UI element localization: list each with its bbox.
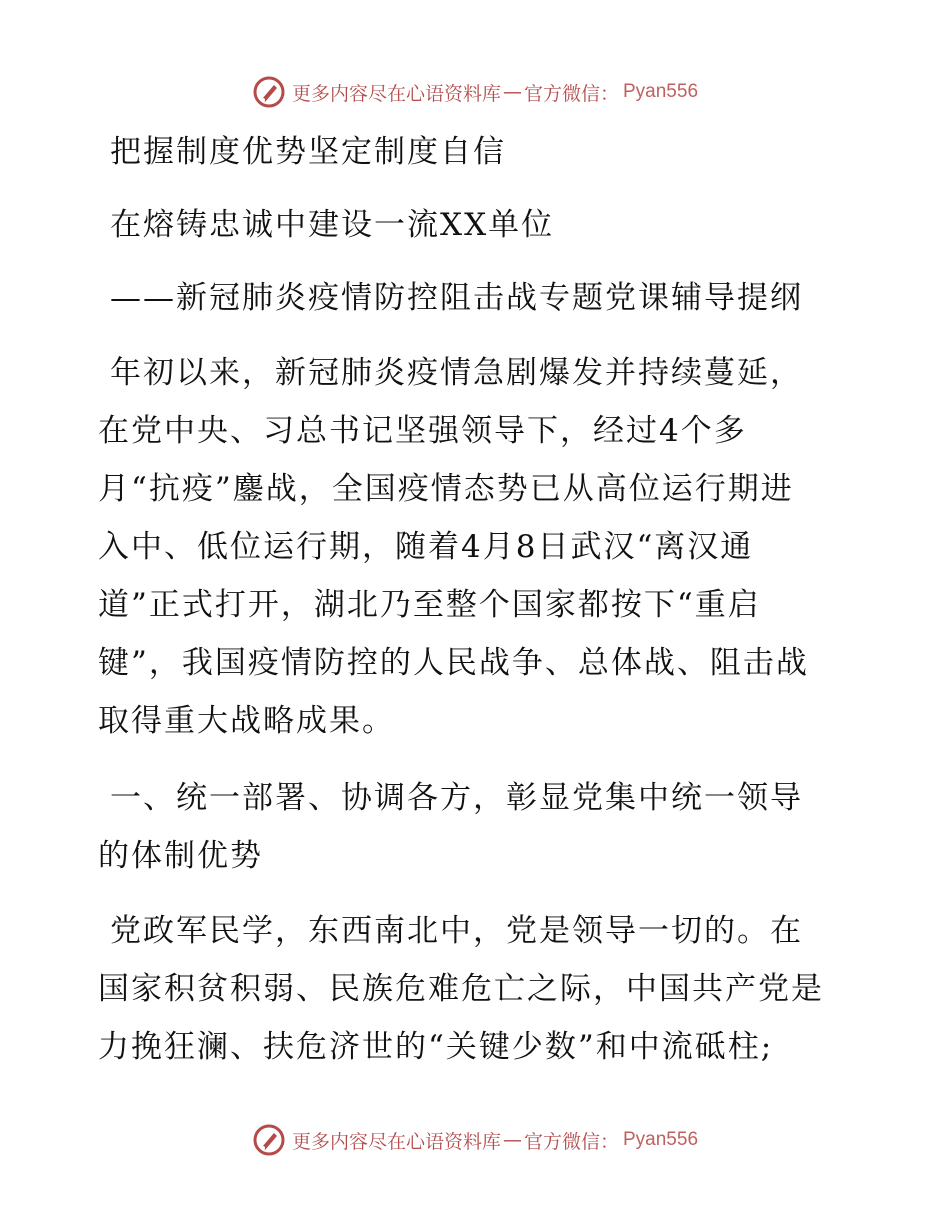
paragraph-line: 力挽狂澜、扶危济世的“关键少数”和中流砥柱; — [98, 1029, 774, 1065]
watermark-site-text: 更多内容尽在心语资料库 — [291, 82, 501, 105]
document-subtitle: 在熔铸忠诚中建设一流XX单位 — [110, 207, 555, 243]
watermark-dash: — — [502, 1129, 522, 1151]
section-heading: 一、统一部署、协调各方，彰显党集中统一领导 — [110, 780, 803, 816]
watermark-wechat-id: Pyan556 — [623, 81, 699, 102]
watermark-wechat-label: 官方微信： — [523, 1130, 619, 1153]
paragraph-line: 入中、低位运行期，随着4月8日武汉“离汉通 — [98, 529, 754, 565]
section-heading: 的体制优势 — [98, 838, 263, 874]
document-title: 把握制度优势坚定制度自信 — [110, 134, 506, 170]
pen-logo-icon — [252, 1123, 286, 1157]
watermark-site-text: 更多内容尽在心语资料库 — [291, 1130, 501, 1153]
watermark-dash: — — [502, 81, 522, 103]
paragraph-line: 年初以来，新冠肺炎疫情急剧爆发并持续蔓延， — [110, 355, 803, 391]
watermark-wechat-id: Pyan556 — [623, 1129, 699, 1150]
paragraph-line: 国家积贫积弱、民族危难危亡之际，中国共产党是 — [98, 971, 824, 1007]
paragraph-line: 在党中央、习总书记坚强领导下，经过4个多 — [98, 413, 747, 449]
document-subheading: ——新冠肺炎疫情防控阻击战专题党课辅导提纲 — [110, 280, 803, 316]
paragraph-line: 月“抗疫”鏖战，全国疫情态势已从高位运行期进 — [98, 471, 794, 507]
paragraph-line: 道”正式打开，湖北乃至整个国家都按下“重启 — [98, 587, 761, 623]
header-watermark — [0, 72, 950, 112]
footer-watermark — [0, 1120, 950, 1160]
watermark-wechat-label: 官方微信： — [523, 82, 619, 105]
paragraph-line: 键”，我国疫情防控的人民战争、总体战、阻击战 — [98, 645, 809, 681]
paragraph-line: 取得重大战略成果。 — [98, 703, 395, 739]
pen-logo-icon — [252, 75, 286, 109]
paragraph-line: 党政军民学，东西南北中，党是领导一切的。在 — [110, 913, 803, 949]
